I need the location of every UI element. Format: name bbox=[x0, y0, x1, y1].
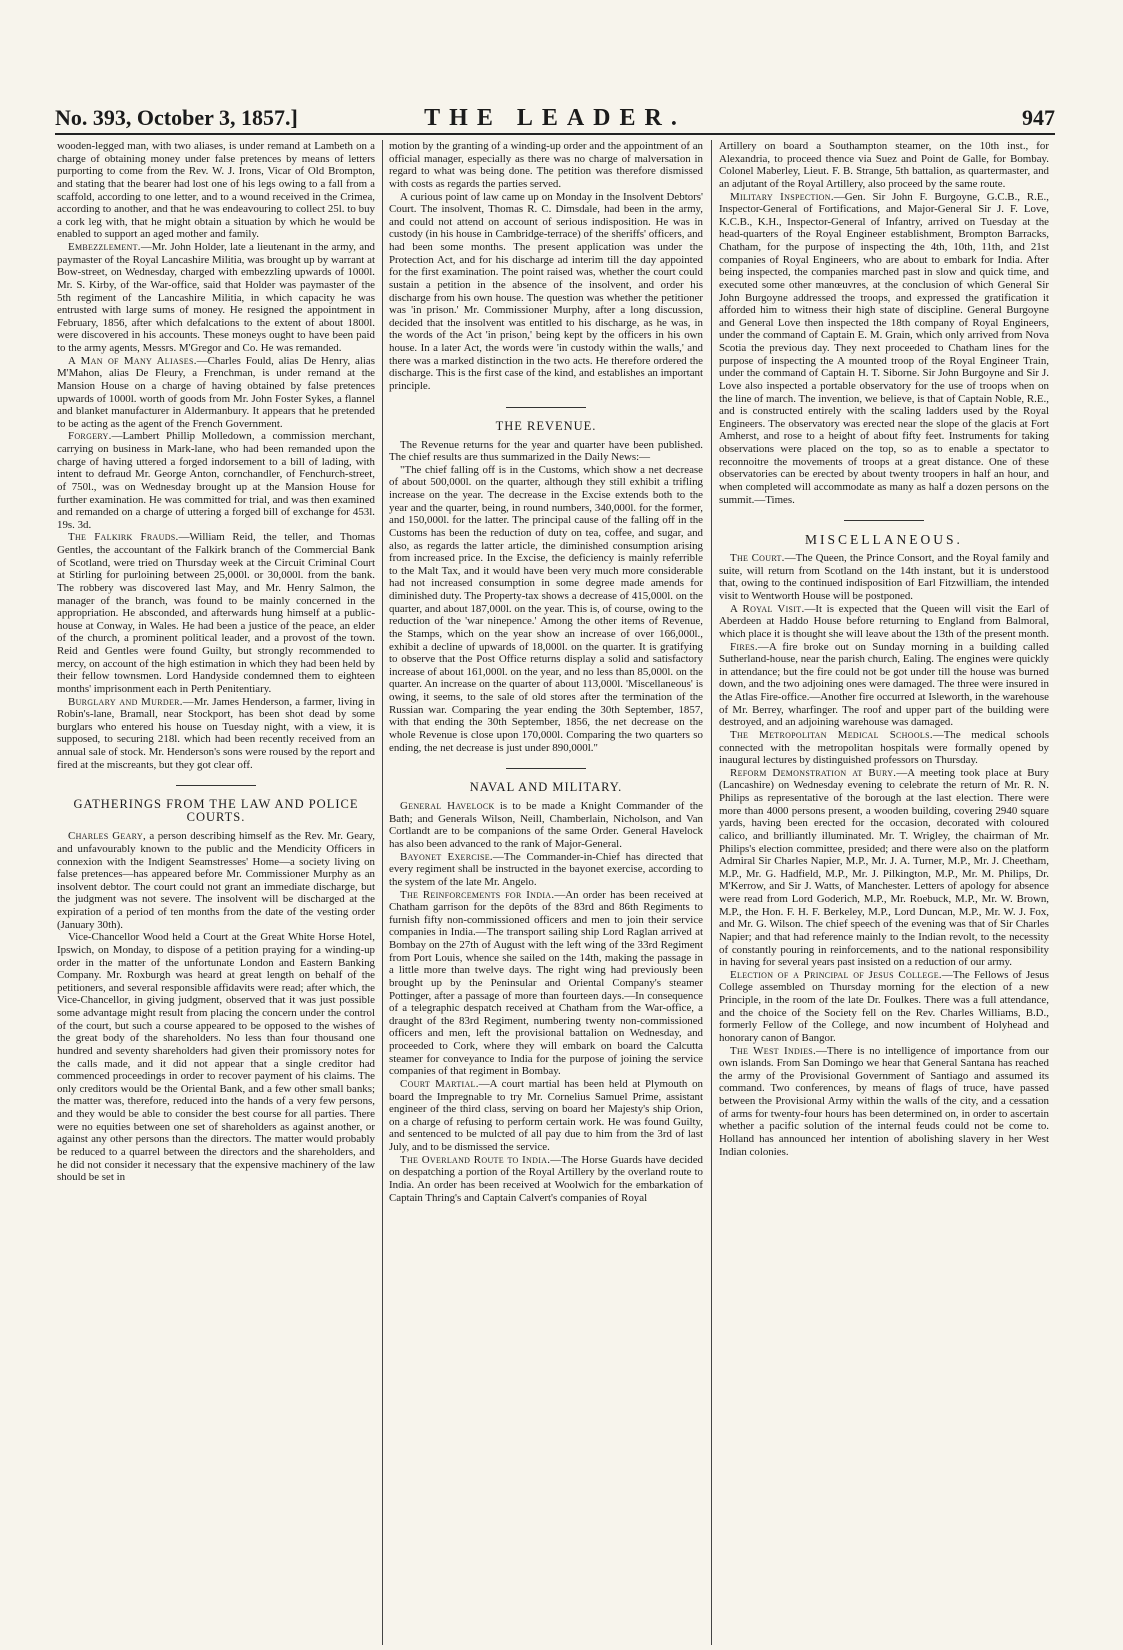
article-heading: A Man of Many Aliases. bbox=[68, 354, 197, 367]
article-revenue-quote: "The chief falling off is in the Customs, which show a net decrease of about 500,000l. on the quarter, although they still exhibit a trifling increase on the year. The decrease in the Excise extends both to the year and the quarter, being, in round numbers, 340,000l. for the former, and 150,000l. for the latter. The principal cause of the falling off in the Customs has been the reduction of duty on tea, coffee, and sugar, and also, as regards the latter article, the diminished consumption arising from increased price. In the Excise, the deficiency is mainly referrible to the Malt Tax, and it would have been very much more considerable had not increased consumption in some degree made amends for diminished duty. The Property-tax shows a decrease of 415,000l. on the quarter, and about 187,000l. on the year. This is, of course, owing to the reduction of the 'war ninepence.' Among the other items of Revenue, the Stamps, which on the year show an increase of over 166,000l., exhibit a decline of upwards of 18,000l. on the quarter. It is gratifying to observe that the Post Office returns display a solid and satisfactory increase of about 161,000l. on the year, and no less than 85,000l. on the quarter. An increase on the quarter of about 113,000l. 'Miscellaneous' is owing, it seems, to the sale of old stores after the termination of the Russian war. Comparing the year ending the 30th September, 1857, with that ending the 30th September, 1856, the net decrease on the whole Revenue is close upon 170,000l. Comparing the two quarters so ending, the net decrease is just under 890,000l." bbox=[389, 463, 703, 754]
article-jesus-college: Election of a Principal of Jesus College.—The Fellows of Jesus College assembled on Thursday morning for the election of a new Principle, in the room of the late Dr. Foulkes. There was a full attendance, and the choice of the Society fell on the Rev. Charles Williams, B.D., formerly Fellow of the College, and now incumbent of Holyhead and honorary canon of Bangor. bbox=[719, 968, 1049, 1044]
column-1 bbox=[57, 140, 375, 1645]
article-royal-visit: A Royal Visit.—It is expected that the Queen will visit the Earl of Aberdeen at Haddo House before returning to England from Balmoral, which place it is thought she will leave about the 13th of the present month. bbox=[719, 602, 1049, 640]
article-fires: Fires.—A fire broke out on Sunday morning in a building called Sutherland-house, near the parish church, Ealing. The engines were quickly in attendance; but the fire could not be got under till the house was burned down, and the two adjoining ones were damaged. The three were insured in the Atlas Fire-office.—Another fire occurred at Isleworth, in the warehouse of Mr. Berrey, wharfinger. The roof and upper part of the building were destroyed, and an adjoining warehouse was damaged. bbox=[719, 640, 1049, 729]
article-lambeth-continuation: wooden-legged man, with two aliases, is under remand at Lambeth on a charge of obtaining money under false pretences by means of letters purporting to come from the Rev. W. J. Irons, Vicar of Old Brompton, and stating that the bearer had lost one of his legs owing to a fall from a scaffold, according to one letter, and to a wound received in the Crimea, according to another, and that he was endeavouring to collect 25l. to buy a cork leg with, that he might obtain a situation by which he would be enabled to support an aged mother and family. bbox=[57, 140, 375, 241]
article-heading: The Metropolitan Medical Schools. bbox=[730, 728, 933, 741]
column-divider-1 bbox=[382, 140, 383, 1645]
article-heading: The West Indies. bbox=[730, 1044, 817, 1057]
article-heading: Fires. bbox=[730, 640, 758, 653]
article-winding-up-continuation: motion by the granting of a winding-up order and the appointment of an official manager, especially as there was no charge of malversation in regard to what was being done. The petition was therefore dismissed with costs as regards the parties served. bbox=[389, 140, 703, 190]
article-insolvent-debtors: A curious point of law came up on Monday in the Insolvent Debtors' Court. The insolvent, Thomas R. C. Dimsdale, had been in the army, and could not attend on account of serious indisposition. He was in custody (in his house in Cambridge-terrace) of the sheriffs' officers, and had been some months. The present application was under the Protection Act, and for his discharge ad interim till the day appointed for the first examination. The point raised was, whether the court could sustain a petition in the absence of the insolvent, and order his discharge from his own house. The question was whether the petitioner was 'in prison.' Mr. Commissioner Murphy, after a long discussion, decided that the insolvent was entitled to his discharge, as he was, in the words of the Act 'in prison,' being kept by the officers in his own house. In a later Act, the words were 'in custody within the walls,' and there was a marked distinction in the two acts. He therefore ordered the discharge. This is the first case of the kind, and establishes an important principle. bbox=[389, 190, 703, 392]
article-heading: Election of a Principal of Jesus College. bbox=[730, 968, 942, 981]
article-medical-schools: The Metropolitan Medical Schools.—The medical schools connected with the metropolitan hospitals were formally opened by inaugural lectures by distinguished professors on Thursday. bbox=[719, 728, 1049, 767]
issue-date: No. 393, October 3, 1857.] bbox=[55, 105, 298, 130]
section-divider bbox=[176, 785, 256, 786]
page-number: 947 bbox=[1022, 105, 1055, 130]
article-heading: Bayonet Exercise. bbox=[400, 850, 493, 863]
section-divider bbox=[844, 520, 924, 521]
article-many-aliases: A Man of Many Aliases.—Charles Fould, alias De Henry, alias M'Mahon, alias De Fleury, a Frenchman, is under remand at the Mansion House on a charge of having obtained by false pretences upwards of 1000l. worth of goods from Mr. John Foster Sykes, a flannel and blanket manufacturer in Aldermanbury. It appears that he pretended to be acting as the agent of the French Government. bbox=[57, 354, 375, 430]
article-charles-geary: Charles Geary, a person describing himself as the Rev. Mr. Geary, and unfavourably known to the public and the Mendicity Officers in connexion with the Indigent Seamstresses' Home—a society living on false pretences—has appeared before Mr. Commissioner Murphy as an insolvent debtor. The court could not grant an immediate discharge, but the judgment was not severe. The insolvent will be discharged at the expiration of a period of ten months from the date of the vesting order (January 30th). bbox=[57, 830, 375, 931]
article-heading: Charles Geary, bbox=[68, 830, 146, 843]
article-heading: The Overland Route to India. bbox=[400, 1153, 551, 1166]
article-heading: The Falkirk Frauds. bbox=[68, 531, 179, 544]
column-3 bbox=[719, 140, 1049, 1645]
article-artillery-continuation: Artillery on board a Southampton steamer, on the 10th inst., for Alexandria, to proceed thence via Suez and Point de Galle, for Bombay. Colonel Maberley, Lieut. F. B. Strange, 5th battalion, as quartermaster, and an adjutant of the Royal Artillery, also proceed by the same route. bbox=[719, 140, 1049, 190]
article-west-indies: The West Indies.—There is no intelligence of importance from our own islands. From San Domingo we hear that General Santana has reached the army of the Provisional Government of Santiago and assumed its command. Two conferences, by means of flags of truce, have passed between the Provisional Army within the walls of the city, and a cessation of arms for twenty-four hours has been determined on, in order to ascertain whether a pacific solution of the internal feuds could not be come to. Holland has announced her intention of abolishing slavery in her West Indian colonies. bbox=[719, 1044, 1049, 1158]
section-heading-revenue: THE REVENUE. bbox=[495, 418, 597, 433]
article-bayonet-exercise: Bayonet Exercise.—The Commander-in-Chief has directed that every regiment shall be instructed in the bayonet exercise, according to the system of the late Mr. Angelo. bbox=[389, 850, 703, 888]
section-divider bbox=[506, 768, 586, 769]
article-havelock: General Havelock is to be made a Knight Commander of the Bath; and Generals Wilson, Neill, Chamberlain, Nicholson, and Van Cortlandt are to be companions of the same Order. General Havelock has also been advanced to the rank of Major-General. bbox=[389, 800, 703, 850]
column-2 bbox=[389, 140, 703, 1645]
section-heading-naval-military: NAVAL AND MILITARY. bbox=[469, 780, 623, 795]
newspaper-title: THE LEADER. bbox=[424, 105, 686, 131]
article-the-court: The Court.—The Queen, the Prince Consort, and the Royal family and suite, will return from Scotland on the 14th instant, but it is understood that, owing to the continued indisposition of Earl Fitzwilliam, the intended visit to Wentworth House will be postponed. bbox=[719, 552, 1049, 602]
article-forgery: Forgery.—Lambert Phillip Molledown, a commission merchant, carrying on business in Mark-lane, who had been remanded upon the charge of having uttered a forged indorsement to a bill of lading, with intent to defraud Mr. George Anton, cornchandler, of Fenchurch-street, of 750l., was on Wednesday brought up at the Mansion House for further examination. He was committed for trial, and was then examined and remanded on a charge of uttering a forged bill of exchange for 453l. 19s. 3d. bbox=[57, 430, 375, 531]
article-embezzlement: Embezzlement.—Mr. John Holder, late a lieutenant in the army, and paymaster of the Royal Lancashire Militia, was brought up by warrant at Bow-street, on Wednesday, charged with embezzling upwards of 1000l. Mr. S. Kirby, of the War-office, said that Holder was paymaster of the 5th regiment of the Lancashire Militia, in which capacity he was entrusted with large sums of money. He resigned the appointment in February, 1856, after which defalcations to the extent of about 1800l. were discovered in his accounts. These moneys ought to have been paid to the army agents, Messrs. M'Gregor and Co. He was remanded. bbox=[57, 241, 375, 354]
article-heading: The Reinforcements for India. bbox=[400, 888, 555, 901]
section-divider bbox=[506, 407, 586, 408]
article-heading: Reform Demonstration at Bury. bbox=[730, 766, 897, 779]
masthead bbox=[55, 103, 1055, 135]
article-heading: A Royal Visit. bbox=[730, 602, 805, 615]
article-heading: The Court. bbox=[730, 552, 785, 565]
article-court-martial: Court Martial.—A court martial has been held at Plymouth on board the Impregnable to try Mr. Cornelius Samuel Prime, assistant engineer of the third class, serving on board her Majesty's ship Orion, on a charge of refusing to perform certain work. He was found Guilty, and sentenced to be mulcted of all pay due to him from the 3rd of last July, and to be dismissed the service. bbox=[389, 1077, 703, 1153]
article-revenue-intro: The Revenue returns for the year and quarter have been published. The chief results are thus summarized in the Daily News:— bbox=[389, 438, 703, 464]
article-burglary-murder: Burglary and Murder.—Mr. James Henderson, a farmer, living in Robin's-lane, Bramall, near Stockport, has been shot dead by some burglars who entered his house on Tuesday night, with a view, it is supposed, to securing 218l. which had been recently received from an annual sale of stock. Mr. Henderson's sons were roused by the report and fired at the miscreants, but they got clear off. bbox=[57, 695, 375, 771]
article-heading: Embezzlement. bbox=[68, 241, 141, 253]
article-heading: Military Inspection. bbox=[730, 190, 834, 203]
article-heading: Forgery. bbox=[68, 430, 112, 443]
article-vice-chancellor: Vice-Chancellor Wood held a Court at the Great White Horse Hotel, Ipswich, on Monday, to dispose of a petition praying for a winding-up order in the matter of the unfortunate London and Eastern Banking Company. Mr. Roxburgh was heard at great length on behalf of the petitioners, and several responsible affidavits were read; after which, the Vice-Chancellor, in giving judgment, observed that it was just possible some advantage might result from placing the concern under the control of the court, but such a course appeared to be opposed to the wishes of the great body of the shareholders. No less than four thousand one hundred and seventy shareholders had given their promissory notes for the calls made, and it did not appear that a single creditor had commenced proceedings in order to recover payment of his claims. The only creditors would be the Oriental Bank, and a few other small banks; the matter was, therefore, reduced into the hands of a very few persons, and they would be able to consider the best course for all parties. There were no equities between one set of shareholders as against another, or against any other persons than the directors. The matter would probably be reduced to a quarrel between the directors and the shareholders, and he did not consider it necessary that the expensive machinery of the law should be set in bbox=[57, 931, 375, 1184]
section-heading-law-police: GATHERINGS FROM THE LAW AND POLICE COURTS. bbox=[73, 797, 359, 825]
article-overland-route: The Overland Route to India.—The Horse Guards have decided on despatching a portion of the Royal Artillery by the overland route to India. An order has been received at Woolwich for the embarkation of Captain Thring's and Captain Calvert's companies of Royal bbox=[389, 1153, 703, 1204]
article-heading: General Havelock bbox=[400, 800, 495, 813]
article-heading: Court Martial. bbox=[400, 1077, 479, 1090]
section-heading-miscellaneous: MISCELLANEOUS. bbox=[805, 532, 963, 548]
article-falkirk-frauds: The Falkirk Frauds.—William Reid, the teller, and Thomas Gentles, the accountant of the Falkirk branch of the Commercial Bank of Scotland, were tried on Thursday week at the Circuit Criminal Court at Stirling for purloining between 25,000l. or 30,000l. from the bank. The robbery was discovered last May, and Mr. Henry Salmon, the manager of the branch, was found to be mainly concerned in the appropriation. He absconded, and afterwards hung himself at a public-house at Conway, in Wales. He had been a justice of the peace, an elder of the church, a prominent political leader, and a provost of the town. Reid and Gentles were found Guilty, but strongly recommended to mercy, on account of the high estimation in which they had been held by their fellow townsmen. Lord Handyside condemned them to eighteen months' imprisonment each in Perth Penitentiary. bbox=[57, 531, 375, 695]
column-divider-2 bbox=[711, 140, 712, 1645]
article-reinforcements-india: The Reinforcements for India.—An order has been received at Chatham garrison for the depôts of the 83rd and 86th Regiments to furnish fifty non-commissioned officers and men to join their service companies in India.—The transport sailing ship Lord Raglan arrived at Bombay on the 27th of August with the left wing of the 33rd Regiment from Port Louis, whence she sailed on the 14th, making the passage in a little more than twelve days. The right wing had previously been brought up by the Peninsular and Oriental Company's steamer Pottinger, after a passage of more than fourteen days.—In consequence of a telegraphic despatch received at Chatham from the War-office, a draught of the 83rd Regiment, numbering twenty non-commissioned officers and men, left the provisional battalion on Wednesday, and proceeded to Cork, where they will embark on board the Calcutta steamer for conveyance to India for the purpose of joining the service companies of that regiment in Bombay. bbox=[389, 888, 703, 1078]
article-reform-bury: Reform Demonstration at Bury.—A meeting took place at Bury (Lancashire) on Wednesday evening to celebrate the return of Mr. R. N. Philips as representative of the borough at the last election. There were more than 4000 persons present, a wooden building, covering 2940 square yards, having been erected for the occasion, decorated with coloured calico, and brilliantly illuminated. Mr. T. Wrigley, the chairman of Mr. Philips's election committee, presided; and there were also on the platform Admiral Sir Charles Napier, M.P., Mr. J. A. Turner, M.P., Mr. J. Cheetham, M.P., Mr. G. Hadfield, M.P., Mr. J. Pilkington, M.P., Mr. M. Philips, Dr. M'Kerrow, and Sir J. Watts, of Manchester. Letters of apology for absence were read from Lord Goderich, M.P., Mr. Roebuck, M.P., Mr. W. Brown, M.P., the Hon. F. H. F. Berkeley, M.P., Lord Duncan, M.P., Mr. W. J. Fox, and Mr. G. Wilson. The chief speech of the evening was that of Sir Charles Napier; and that had reference mainly to the Indian revolt, to the necessity of constantly pouring in reinforcements, and to the national responsibility in having for several years past insisted on a reduction of our army. bbox=[719, 766, 1049, 969]
article-heading: Burglary and Murder. bbox=[68, 695, 183, 708]
article-military-inspection: Military Inspection.—Gen. Sir John F. Burgoyne, G.C.B., R.E., Inspector-General of Fortifications, and Major-General Sir J. F. Love, K.C.B., K.H., Inspector-General of Infantry, arrived on Tuesday at the head-quarters of the Royal Engineer establishment, Brompton Barracks, Chatham, for the purpose of inspecting the 4th, 10th, 11th, and 21st companies of Royal Engineers, who are about to embark for India. After being inspected, the companies marched past in slow and quick time, and executed some other manœuvres, at the conclusion of which General Sir John Burgoyne addressed the troops, and expressed the gratification it afforded him to witness their high state of discipline. General Burgoyne and General Love then inspected the 18th company of Royal Engineers, under the command of Captain E. M. Grain, which only arrived from Nova Scotia the previous day. They next proceeded to Chatham lines for the purpose of inspecting the A mounted troop of the Royal Engineer Train, under the command of Captain H. T. Siborne. Sir John Burgoyne and Sir J. Love also inspected a portable observatory for the use of troops when on the line of march. The invention, we believe, is that of Captain Noble, R.E., and is constructed entirely with the scaling ladders used by the Royal Engineers. The observatory was erected near the slope of the glacis at Fort Amherst, and rose to a height of about fifty feet. Instruments for taking observations were placed on the top, so as to enable a spectator to reconnoitre the movements of troops at a great distance. One of these observatories can be erected by about twenty troopers in half an hour, and when completed will accommodate as many as half a dozen persons on the summit.—Times. bbox=[719, 190, 1049, 506]
